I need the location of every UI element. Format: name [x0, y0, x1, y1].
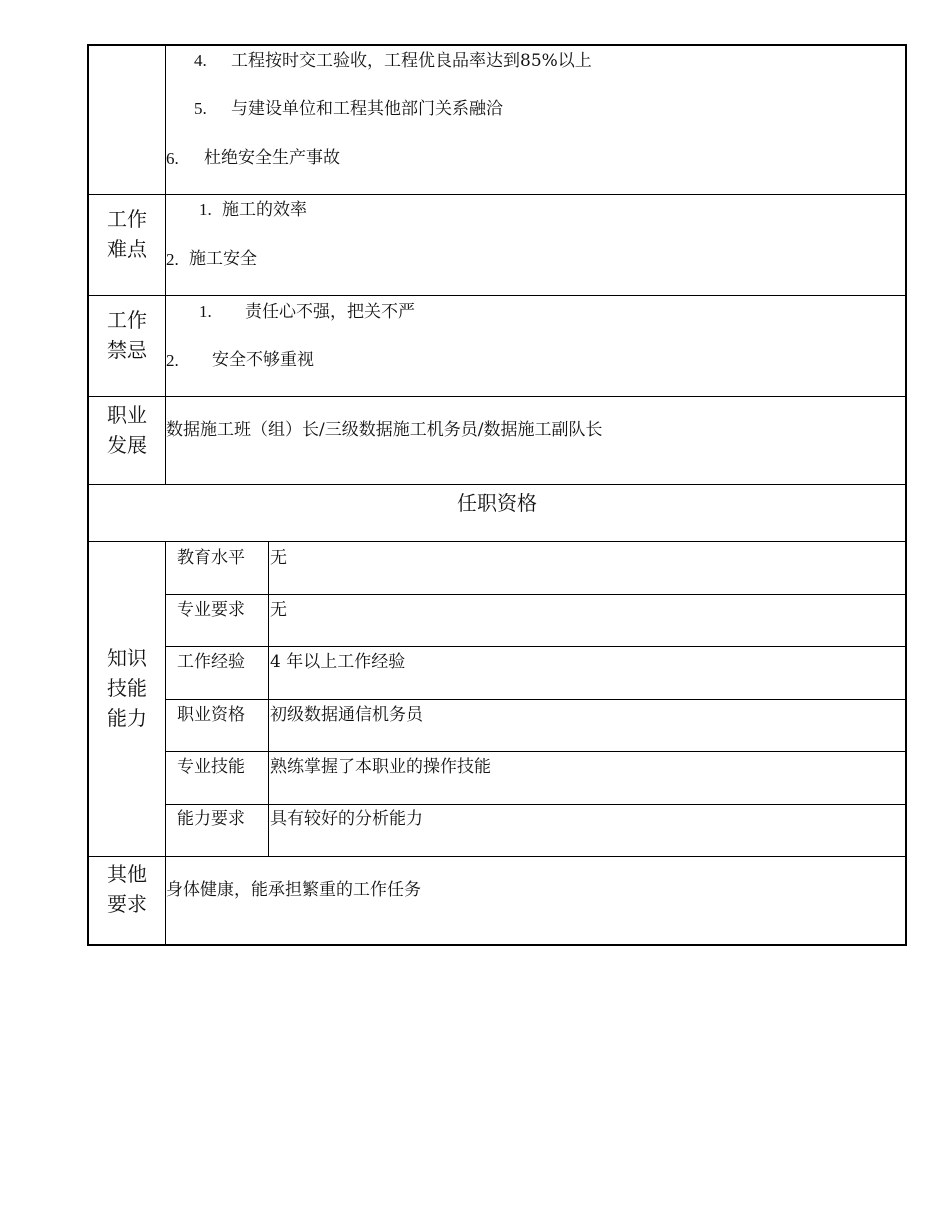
- qualification-label: 专业要求: [177, 600, 245, 620]
- qualification-label: 能力要求: [177, 809, 245, 829]
- row-divider: [88, 484, 906, 485]
- row-divider: [88, 295, 906, 296]
- difficulty-number: 2.: [166, 250, 179, 269]
- table-border-bottom: [88, 944, 907, 946]
- qualification-value: 无: [270, 600, 287, 620]
- label-line: 发展: [107, 433, 147, 457]
- duty-text: 工程按时交工验收，工程优良品率达到85%以上: [231, 51, 592, 71]
- other-requirements-text: 身体健康，能承担繁重的工作任务: [166, 880, 421, 900]
- label-line: 职业: [107, 403, 147, 427]
- taboos-label: [88, 305, 166, 365]
- row-divider: [88, 194, 906, 195]
- subrow-divider: [166, 699, 906, 700]
- qualifications-title: 任职资格: [457, 491, 537, 515]
- qualification-label: 专业技能: [177, 757, 245, 777]
- career-path-text: 数据施工班（组）长/三级数据施工机务员/数据施工副队长: [166, 420, 603, 440]
- qualification-value: 4 年以上工作经验: [270, 652, 406, 672]
- qualification-value: 具有较好的分析能力: [270, 809, 423, 829]
- subrow-divider: [166, 594, 906, 595]
- table-border-top: [88, 44, 907, 46]
- duty-text: 与建设单位和工程其他部门关系融洽: [231, 99, 503, 119]
- label-line: 要求: [107, 892, 147, 916]
- sub-label-column-divider: [268, 541, 269, 857]
- qualification-value: 初级数据通信机务员: [270, 705, 423, 725]
- difficulty-text: 施工安全: [189, 249, 257, 269]
- taboo-number: 1.: [199, 302, 212, 321]
- qualification-value: 无: [270, 548, 287, 568]
- taboo-text: 安全不够重视: [212, 350, 314, 370]
- other-requirements-label: [88, 859, 166, 919]
- label-line: 技能: [107, 676, 147, 700]
- qualification-label: 教育水平: [177, 548, 245, 568]
- label-line: 其他: [107, 862, 147, 886]
- knowledge-skills-label: [88, 643, 166, 733]
- subrow-divider: [166, 751, 906, 752]
- label-line: 禁忌: [107, 338, 147, 362]
- duty-number: 6.: [166, 149, 179, 168]
- label-line: 工作: [107, 207, 147, 231]
- label-line: 工作: [107, 308, 147, 332]
- qualification-label: 工作经验: [177, 652, 245, 672]
- label-line: 知识: [107, 646, 147, 670]
- difficulties-label: [88, 204, 166, 264]
- taboo-number: 2.: [166, 351, 179, 370]
- subrow-divider: [166, 646, 906, 647]
- qualification-label: 职业资格: [177, 705, 245, 725]
- difficulty-number: 1.: [199, 200, 212, 219]
- label-line: 难点: [107, 237, 147, 261]
- taboo-text: 责任心不强，把关不严: [245, 302, 415, 322]
- qualification-value: 熟练掌握了本职业的操作技能: [270, 757, 491, 777]
- difficulty-text: 施工的效率: [222, 200, 307, 220]
- subrow-divider: [166, 804, 906, 805]
- row-divider: [88, 541, 906, 542]
- career-label: [88, 400, 166, 460]
- row-divider: [88, 396, 906, 397]
- row-divider: [88, 856, 906, 857]
- duty-number: 5.: [194, 99, 207, 118]
- duty-number: 4.: [194, 51, 207, 70]
- label-line: 能力: [107, 706, 147, 730]
- duty-text: 杜绝安全生产事故: [204, 148, 340, 168]
